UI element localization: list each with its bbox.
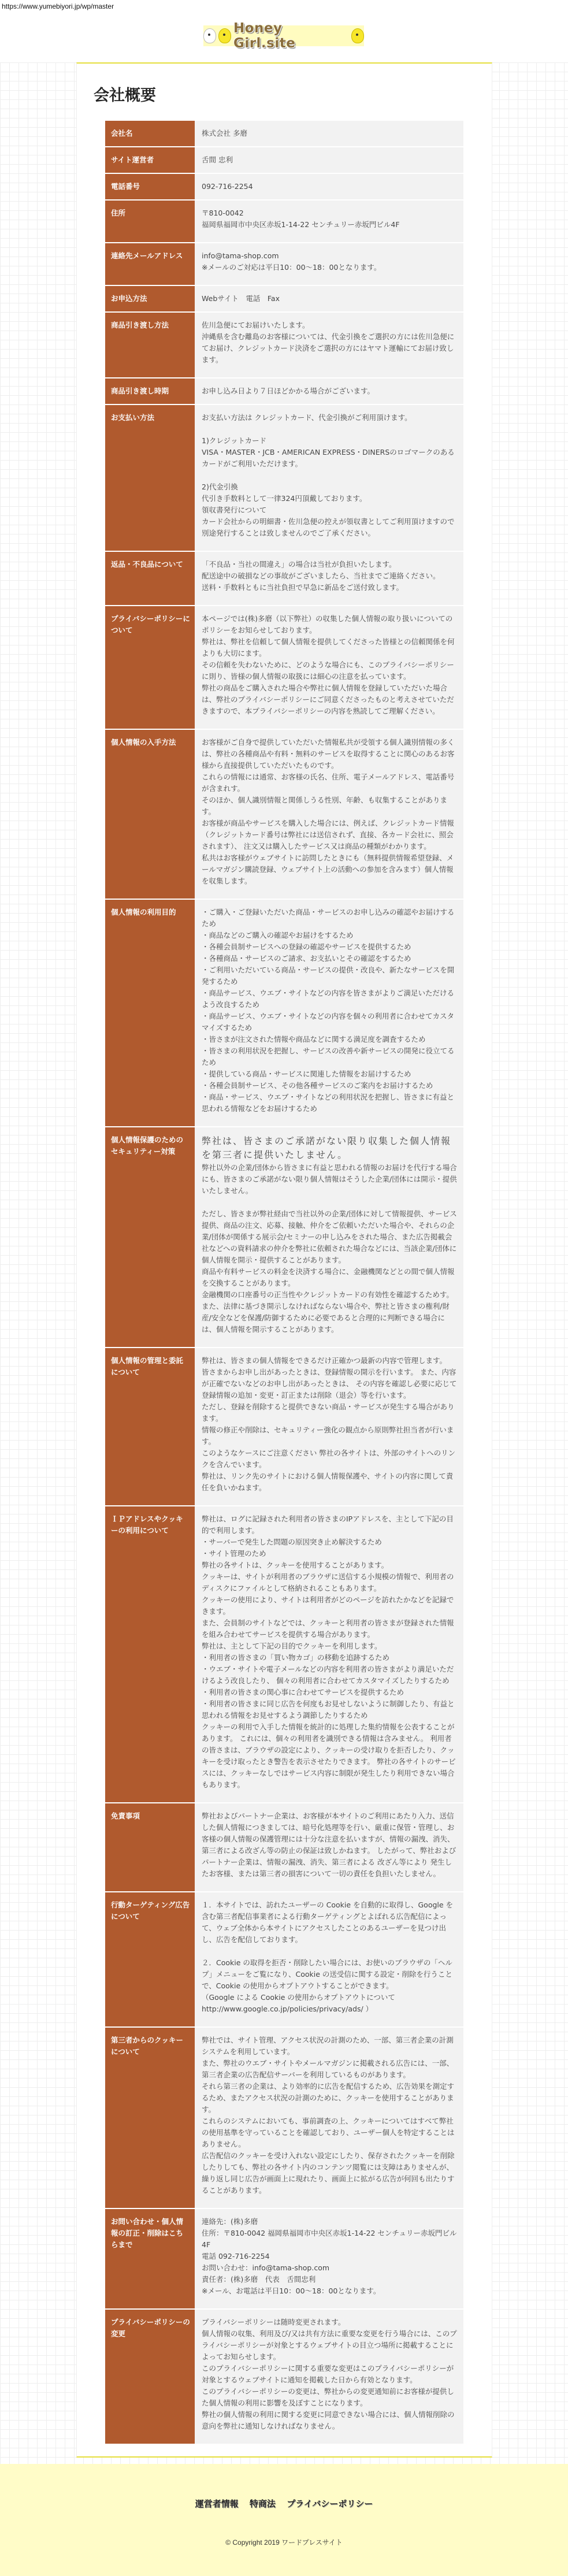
- row-value: 本ページでは(株)多磨（以下弊社）の収集した個人情報の取り扱いについてのポリシーをお知らせしております。 弊社は、弊社を信頼して個人情報を提供してくださった皆様との信頼関係を何よりも大切にます。 その信頼を失わないために、どのような場合にも、このプライバシーポリシーに則り、皆様の個人情報の取扱には細心の注意を払っています。 弊社の商品をご購入された場合や弊社に個人情報を登録していただいた場合は、弊社のプライバシーポリシーにご同意くださったものと考えさせていただきますので、本プライバシーポリシーの内容を熟読してご理解ください。: [195, 606, 463, 729]
- row-value: お申し込み日より７日ほどかかる場合がございます。: [195, 378, 463, 404]
- table-row: [105, 606, 463, 729]
- row-value: 弊社では、サイト管理、アクセス状況の計測のため、一部、第三者企業の計測システムを利用しています。 また、弊社のウエブ・サイトやメールマガジンに掲載される広告には、一部、第三者企業の広告配信サーバーを利用しているものがあります。 それら第三者の企業は、より効率的に広告を配信するため、広告効果を測定するため、またアクセス状況の計測のために、クッキーを使用することがあります。 これらのシステムにおいても、事前調査の上、クッキーについてはすべて弊社の使用基準を守っていることを確認しており、ユーザー個人を特定することはありません。 広告配信のクッキーを受け入れない設定にしたり、保存されたクッキーを削除したりしても、弊社の各サイト内のコンテンツ閲覧には支障はありませんが、繰り返し同じ広告が画面上に現れたり、画面上に拡がる広告が何回も出たりすることがあります。: [195, 2027, 463, 2208]
- content-card: [76, 62, 492, 2458]
- row-value: [195, 1127, 463, 1348]
- row-label: 電話番号: [105, 173, 195, 200]
- row-label: 商品引き渡し方法: [105, 312, 195, 378]
- table-row: [105, 1348, 463, 1506]
- row-value: 舌間 忠利: [195, 147, 463, 173]
- site-header: [0, 12, 568, 62]
- table-row: [105, 312, 463, 378]
- row-value: お客様がご自身で提供していただいた情報私共が受領する個人識別情報の多くは、弊社の各種商品や有料・無料のサービスを取得することに関心のあるお客様から直接提供していただいたものです。 これらの情報には通常、お客様の氏名、住所、電子メールアドレス、電話番号が含まれす。 そのほか、個人識別情報と関係しうる性別、年齢、も収集することがあります。 お客様が商品やサービスを購入した場合には、例えば、クレジットカード情報（クレジットカード番号は弊社には送信されず、直接、各カード会社に、照会されます）、 注文又は購入したサービス又は商品の種類がわかります。 私共はお客様がウェブサイトに訪問したときにも（無料提供情報希望登録、メールマガジン購読登録、ウェブサイト上の活動への参加を含みます）個人情報を収集します。: [195, 729, 463, 899]
- row-value: お支払い方法は クレジットカード、代金引換がご利用頂けます。 1)クレジットカード VISA・MASTER・JCB・AMERICAN EXPRESS・DINERSのロゴマークのあるカードがご利用いただけます。 2)代金引換 代引き手数料として一律324円頂戴しております。 領収書発行について カード会社からの明細書・佐川急便の控えが領収書としてご利用頂けますので別途発行することは致しませんのでご了承ください。: [195, 404, 463, 551]
- site-footer: [0, 2464, 568, 2576]
- row-label: お支払い方法: [105, 404, 195, 551]
- row-value: 弊社およびパートナー企業は、お客様が本サイトのご利用にあたり入力、送信した個人情報につきましては、暗号化処理等を行い、厳重に保管・管理し、お客様の個人情報の保護管理には十分な注意を払いますが、情報の漏洩、消失、第三者による改ざん等の防止の保証は致しかねます。 したがって、弊社およびパートナー企業は、情報の漏洩、消失、第三者による 改ざん等により 発生したお客様、または第三者の損害について一切の責任を負担いたしません。: [195, 1803, 463, 1892]
- row-value: 佐川急便にてお届けいたします。 沖縄県を含む離島のお客様については、代金引換をご選択の方には佐川急便にてお届け、クレジットカード決済をご選択の方にはヤマト運輸にてお届け致します。: [195, 312, 463, 378]
- row-label: サイト運営者: [105, 147, 195, 173]
- row-value: 〒810-0042 福岡県福岡市中央区赤坂1-14-22 センチュリー赤坂門ビル4F: [195, 200, 463, 243]
- company-info-table: [105, 121, 463, 2445]
- row-label: 住所: [105, 200, 195, 243]
- chick-icon: [351, 28, 364, 43]
- table-row: [105, 1892, 463, 2027]
- table-row: [105, 2309, 463, 2444]
- table-row: [105, 243, 463, 285]
- content-background: [0, 62, 568, 2464]
- row-value: info@tama-shop.com ※メールのご対応は平日10：00～18：00となります。: [195, 243, 463, 285]
- row-label: 個人情報の利用目的: [105, 899, 195, 1127]
- row-label: 返品・不良品について: [105, 551, 195, 606]
- table-row: [105, 200, 463, 243]
- table-row: [105, 1506, 463, 1803]
- chicken-icon: [203, 28, 216, 43]
- table-row: [105, 285, 463, 312]
- table-row: [105, 899, 463, 1127]
- logo-text: Honey Girl.site: [233, 21, 296, 51]
- row-label: ＩＰアドレスやクッキーの利用について: [105, 1506, 195, 1803]
- footer-link-operator-info[interactable]: 運営者情報: [195, 2499, 239, 2509]
- row-value-body: 弊社以外の企業/団体から皆さまに有益と思われる情報のお届けを代行する場合にも、皆さまのご承諾がない限り個人情報はそうした企業/団体には開示・提供いたしません。 ただし、皆さまが弊社経由で当社以外の企業/団体に対して情報提供、サービス提供、商品の注文、応募、接触、仲介をご依頼いただいた場合や、それらの企業/団体が関係する展示会/セミナーの申し込みをされた場合、また広告掲載会社などへの資料請求の仲介を弊社に依頼された場合などには、当該企業/団体に個人情報を開示・提供することがあります。 商品や有料サービスの料金を決済する場合に、金融機関などとの間で個人情報を交換することがあります。 金融機関の口座番号の正当性やクレジットカードの有効性を確認するためす。 また、法律に基づき開示しなければならない場合や、弊社と皆さまの権利/財産/安全などを保護/防御するために必要であると合理的に判断できる場合には、個人情報を開示することがあります。: [202, 1163, 457, 1334]
- row-label: 個人情報保護のためのセキュリティー対策: [105, 1127, 195, 1348]
- row-label: 第三者からのクッキーについて: [105, 2027, 195, 2208]
- row-label: プライバシーポリシーについて: [105, 606, 195, 729]
- row-value: 「不良品・当社の間違え」の場合は当社が負担いたします。 配送途中の破損などの事故がございましたら、当社までご連絡ください。 送料・手数料ともに当社負担で早急に新品をご送付致します。: [195, 551, 463, 606]
- row-value: 弊社は、ログに記録された利用者の皆さまのIPアドレスを、主として下記の目的で利用します。 ・サーバーで発生した問題の原因突き止め解決するため ・サイト管理のため 弊社の各サイトは、クッキーを使用することがあります。 クッキーは、サイトが利用者のブラウザに送信する小規模の情報で、利用者のディスクにファイルとして格納されることもあります。 クッキーの使用により、サイトは利用者がどのページを訪れたかなどを記録できます。 また、会員制のサイトなどでは、クッキーと利用者の皆さまが登録された情報を組み合わせてサービスを提供する場合があります。 弊社は、主として下記の目的でクッキーを利用します。 ・利用者の皆さまの「買い物カゴ」の移動を追跡するため ・ウエブ・サイトや電子メールなどの内容を利用者の皆さまがより満足いただけるよう改良したり、 個々の利用者に合わせてカスタマイズしたりするため ・利用者の皆さまの関心事に合わせてサービスを提供するため ・利用者の皆さまに同じ広告を何度もお見せしないように制御したり、有益と思われる情報をお見せするよう調節したりするため クッキーの利用で入手した情報を統計的に処理した集約情報を公表することがあります。 これには、個々の利用者を識別できる情報は含みません。 利用者の皆さまは、ブラウザの設定により、クッキーの受け取りを拒否したり、クッキーを受け取ったとき警告を表示させたりできます。 弊社の各サイトのサービスには、クッキーなしではサービス内容に制限が発生したり利用できない場合もあります。: [195, 1506, 463, 1803]
- row-label: 免責事項: [105, 1803, 195, 1892]
- row-label: お問い合わせ・個人情報の訂正・削除はこちらまで: [105, 2208, 195, 2309]
- table-row: [105, 551, 463, 606]
- table-row: [105, 2027, 463, 2208]
- site-logo[interactable]: [203, 21, 364, 51]
- row-value: 092-716-2254: [195, 173, 463, 200]
- row-value-lead: 弊社は、皆さまのご承諾がない限り収集した個人情報を第三者に提供いたしません。: [202, 1135, 452, 1160]
- row-label: 商品引き渡し時期: [105, 378, 195, 404]
- footer-link-privacy-policy[interactable]: プライバシーポリシー: [287, 2499, 373, 2509]
- table-row: [105, 1803, 463, 1892]
- row-value: ・ご購入・ご登録いただいた商品・サービスのお申し込みの確認やお届けするため ・商品などのご購入の確認やお届けをするため ・各種会員制サービスへの登録の確認やサービスを提供するため ・各種商品・サービスのご請求、お支払いとその確認をするため ・ご利用いただいている商品・サービスの提供・改良や、新たなサービスを開発するため ・商品サービス、ウエブ・サイトなどの内容を皆さまがよりご満足いただけるよう改良するため ・商品サービス、ウエブ・サイトなどの内容を個々の利用者に合わせてカスタマイズするため ・皆さまが注文された情報や商品などに関する満足度を調査するため ・皆さまの利用状況を把握し、サービスの改善や新サービスの開発に役立てるため ・提供している商品・サービスに関連した情報をお届けするため ・各種会員制サービス、その他各種サービスのご案内をお届けするため ・商品・サービス、ウエブ・サイトなどの利用状況を把握し、皆さまに有益と思われる情報などをお届けするため: [195, 899, 463, 1127]
- row-label: 個人情報の管理と委託について: [105, 1348, 195, 1506]
- copyright: © Copyright 2019 ワードプレスサイト: [225, 2538, 343, 2547]
- row-label: 個人情報の入手方法: [105, 729, 195, 899]
- row-value: 弊社は、皆さまの個人情報をできるだけ正確かつ最新の内容で管理します。 皆さまからお申し出があったときは、登録情報の開示を行います。 また、内容が正確でないなどのお申し出があったときは、 その内容を確認し必要に応じて登録情報の追加・変更・訂正または削除（退会）等を行います。 ただし、登録を削除すると提供できない商品・サービスが発生する場合があります。 情報の修正や削除は、セキュリティー強化の観点から原則弊社担当者が行います。 このようなケースにご注意ください 弊社の各サイトは、外部のサイトへのリンクを含んでいます。 弊社は、リンク先のサイトにおける個人情報保護や、サイトの内容に関して責任を負いかねます。: [195, 1348, 463, 1506]
- row-value: 連絡先：(株)多磨 住所：〒810-0042 福岡県福岡市中央区赤坂1-14-22 センチュリー赤坂門ビル4F 電話 092-716-2254 お問い合わせ：info@tama-shop.com 責任者：(株)多磨 代表 舌間忠利 ※メール、お電話は平日10：00～18：00となります。: [195, 2208, 463, 2309]
- chick-icon: [218, 28, 231, 43]
- table-row: [105, 1127, 463, 1348]
- row-label: 連絡先メールアドレス: [105, 243, 195, 285]
- row-label: プライバシーポリシーの変更: [105, 2309, 195, 2444]
- table-row: [105, 121, 463, 147]
- row-label: 会社名: [105, 121, 195, 147]
- table-row: [105, 2208, 463, 2309]
- footer-nav: [0, 2497, 568, 2510]
- table-row: [105, 729, 463, 899]
- row-value: プライバシーポリシーは随時変更されます。 個人情報の収集、利用及び/又は共有方法に重要な変更を行う場合には、このプライバシーポリシーが対象とするウェブサイトの目立つ場所に掲載することによってお知らせします。 このプライバシーポリシーに関する重要な変更はこのプライバシーポリシーが対象とするウェブサイトに通知を掲載した日から有効となります。 このプライバシーポリシーの変更は、弊社からの変更通知前にお客様が提供した個人情報の利用に影響を及ぼすことになります。 弊社の個人情報の利用に関する変更に同意できない場合には、個人情報削除の意向を弊社に通知しなければなりません。: [195, 2309, 463, 2444]
- row-label: お申込方法: [105, 285, 195, 312]
- table-row: [105, 378, 463, 404]
- row-value: Webサイト 電話 Fax: [195, 285, 463, 312]
- page-title: 会社概要: [94, 87, 156, 105]
- footer-link-tokushoho[interactable]: 特商法: [249, 2499, 276, 2509]
- page-url: https://www.yumebiyori.jp/wp/master: [2, 2, 114, 10]
- row-value: １．本サイトでは、訪れたユーザーの Cookie を自動的に取得し、Google を含む第三者配信事業者による行動ターゲティングとよばれる広告配信によって、ウェブ全体から本サイトにアクセスしたことのあるユーザーを見つけ出し、広告を配信しております。 ２．Cookie の取得を拒否・削除したい場合には、お使いのブラウザの「ヘルプ」メニューをご覧になり、Cookie の送受信に関する設定・削除を行うことで、Cookie の使用からオプトアウトすることができます。 （Google による Cookie の使用からオプトアウトについて http://www.google.co.jp/policies/privacy/ads/ ）: [195, 1892, 463, 2027]
- row-value: 株式会社 多磨: [195, 121, 463, 147]
- table-row: [105, 147, 463, 173]
- table-row: [105, 173, 463, 200]
- table-row: [105, 404, 463, 551]
- row-label: 行動ターゲティング広告について: [105, 1892, 195, 2027]
